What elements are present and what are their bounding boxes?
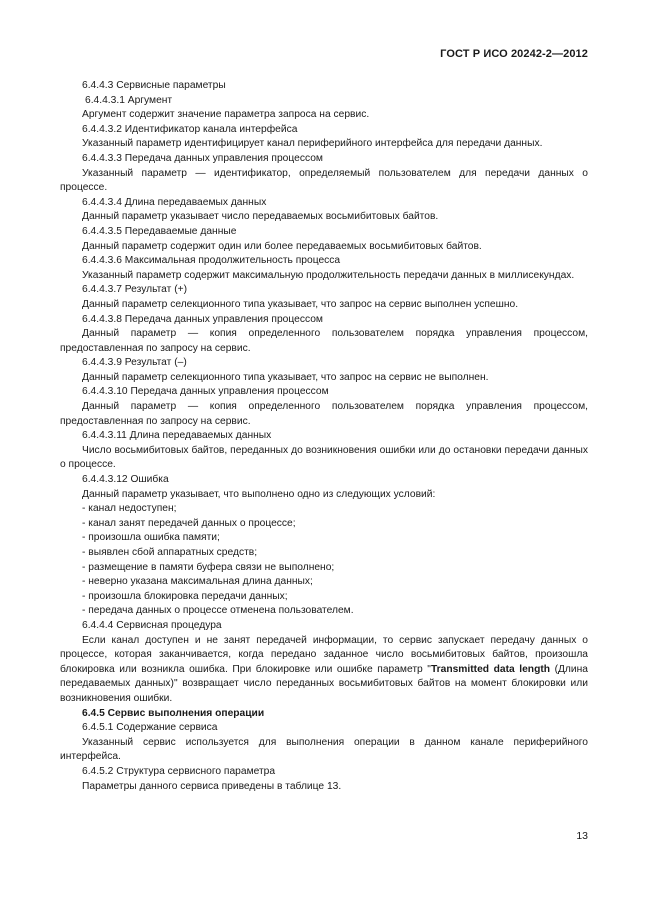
paragraph: Данный параметр селекционного типа указывает, что запрос на сервис выполнен успешно. bbox=[82, 298, 519, 310]
document-header: ГОСТ Р ИСО 20242-2—2012 bbox=[440, 48, 588, 60]
paragraph: Указанный сервис используется для выполнения операции в данном канале периферийного интерфейса. bbox=[60, 736, 588, 763]
procedure-text-before: Если канал доступен и не занят передачей информации, то сервис запускает передачу данных о процессе, которая заканчивается, когда передано заданное число восьмибитовых байтов, произошла блокировка или возникла ошибка. При блокировке или ошибке параметр " bbox=[60, 634, 588, 675]
section-heading: 6.4.5 Сервис выполнения операции bbox=[82, 707, 265, 719]
paragraph: 6.4.5.2 Структура сервисного параметра bbox=[82, 765, 276, 777]
paragraph: Аргумент содержит значение параметра запроса на сервис. bbox=[82, 109, 370, 121]
page-number: 13 bbox=[576, 830, 588, 842]
list-item: - канал занят передачей данных о процессе; bbox=[82, 517, 296, 529]
list-item: - произошла блокировка передачи данных; bbox=[82, 590, 288, 602]
paragraph: 6.4.4.3.12 Ошибка bbox=[82, 474, 169, 486]
paragraph: Указанный параметр — идентификатор, определяемый пользователем для передачи данных о процессе. bbox=[60, 167, 588, 194]
list-item: - произошла ошибка памяти; bbox=[82, 532, 220, 544]
paragraph: 6.4.5.1 Содержание сервиса bbox=[82, 722, 218, 734]
paragraph: 6.4.4.3.8 Передача данных управления процессом bbox=[82, 313, 323, 325]
paragraph: Указанный параметр идентифицирует канал периферийного интерфейса для передачи данных. bbox=[82, 138, 543, 150]
paragraph: Параметры данного сервиса приведены в таблице 13. bbox=[82, 780, 342, 792]
list-item: - неверно указана максимальная длина данных; bbox=[82, 576, 313, 588]
procedure-paragraph bbox=[60, 634, 588, 707]
paragraph: Число восьмибитовых байтов, переданных до возникновения ошибки или до остановки передачи данных о процессе. bbox=[60, 444, 588, 471]
paragraph: 6.4.4.4 Сервисная процедура bbox=[82, 619, 222, 631]
paragraph: 6.4.4.3.2 Идентификатор канала интерфейса bbox=[82, 123, 298, 135]
list-item: - канал недоступен; bbox=[82, 503, 177, 515]
document-body bbox=[60, 79, 588, 794]
paragraph: 6.4.4.3.4 Длина передаваемых данных bbox=[82, 196, 267, 208]
paragraph: Указанный параметр содержит максимальную продолжительность передачи данных в миллисекундах. bbox=[82, 269, 575, 281]
paragraph: Данный параметр селекционного типа указывает, что запрос на сервис не выполнен. bbox=[82, 371, 489, 383]
procedure-text-after: (Длина передаваемых данных)" возвращает число переданных восьмибитовых байтов на момент блокировки или возникновения ошибки. bbox=[60, 663, 588, 704]
paragraph: Данный параметр указывает число передаваемых восьмибитовых байтов. bbox=[82, 211, 439, 223]
paragraph: Данный параметр указывает, что выполнено одно из следующих условий: bbox=[82, 488, 436, 500]
paragraph: 6.4.4.3.9 Результат (–) bbox=[82, 357, 187, 369]
paragraph: 6.4.4.3.6 Максимальная продолжительность процесса bbox=[82, 255, 341, 267]
paragraph: 6.4.4.3 Сервисные параметры bbox=[82, 80, 226, 91]
paragraph: 6.4.4.3.7 Результат (+) bbox=[82, 284, 188, 296]
list-item: - размещение в памяти буфера связи не выполнено; bbox=[82, 561, 335, 573]
list-item: - передача данных о процессе отменена пользователем. bbox=[82, 605, 354, 617]
paragraph: 6.4.4.3.3 Передача данных управления процессом bbox=[82, 152, 323, 164]
procedure-text-bold: Transmitted data length bbox=[430, 663, 550, 675]
paragraph: Данный параметр — копия определенного пользователем порядка управления процессом, предоставленная по запросу на сервис. bbox=[60, 401, 588, 427]
paragraph: Данный параметр — копия определенного пользователем порядка управления процессом, предоставленная по запросу на сервис. bbox=[60, 328, 588, 354]
paragraph: 6.4.4.3.11 Длина передаваемых данных bbox=[82, 430, 272, 442]
list-item: - выявлен сбой аппаратных средств; bbox=[82, 547, 258, 558]
paragraph: 6.4.4.3.10 Передача данных управления процессом bbox=[82, 386, 329, 398]
paragraph: 6.4.4.3.5 Передаваемые данные bbox=[82, 225, 237, 237]
paragraph: 6.4.4.3.1 Аргумент bbox=[85, 94, 173, 106]
paragraph: Данный параметр содержит один или более передаваемых восьмибитовых байтов. bbox=[82, 240, 482, 252]
